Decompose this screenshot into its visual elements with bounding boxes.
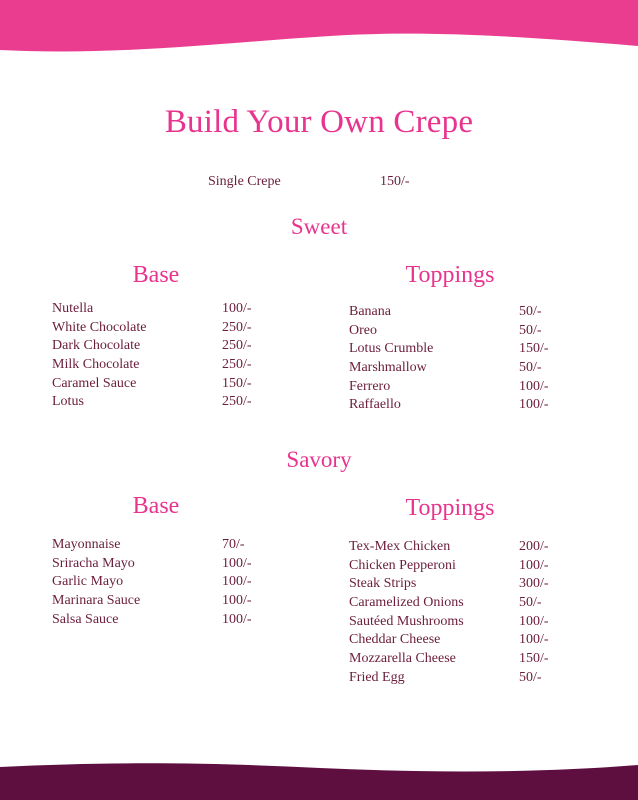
item-price: 100/- xyxy=(222,301,252,316)
item-name: Caramel Sauce xyxy=(52,375,137,391)
top-wave-decoration xyxy=(0,0,638,60)
item-name: Raffaello xyxy=(349,397,401,413)
sweet-base-title: Base xyxy=(132,262,180,288)
savory-base-title: Base xyxy=(132,493,180,519)
item-price: 100/- xyxy=(222,611,252,627)
item-name: Mozzarella Cheese xyxy=(349,651,456,667)
item-name: Tex-Mex Chicken xyxy=(349,539,451,554)
item-name: Cheddar Cheese xyxy=(349,632,441,648)
item-price: 50/- xyxy=(519,669,542,685)
item-price: 50/- xyxy=(519,360,542,376)
item-name: Dark Chocolate xyxy=(52,338,141,354)
item-price: 150/- xyxy=(519,651,549,667)
item-price: 200/- xyxy=(519,539,549,554)
item-name: Caramelized Onions xyxy=(349,595,464,611)
item-price: 250/- xyxy=(222,319,252,335)
item-name: Marinara Sauce xyxy=(52,593,141,609)
bottom-wave-decoration xyxy=(0,755,638,800)
item-name: Fried Egg xyxy=(349,669,405,685)
item-price: 150/- xyxy=(222,375,252,391)
item-name: Salsa Sauce xyxy=(52,611,119,627)
item-price: 100/- xyxy=(222,593,252,609)
item-price: 100/- xyxy=(222,574,252,590)
item-price: 250/- xyxy=(222,394,252,410)
item-price: 150/- xyxy=(519,341,549,357)
item-name: Ferrero xyxy=(349,378,391,394)
item-price: 100/- xyxy=(222,555,252,571)
item-name: Lotus Crumble xyxy=(349,341,434,357)
savory-section-title: Savory xyxy=(286,447,352,472)
item-name: Steak Strips xyxy=(349,576,417,592)
item-name: Mayonnaise xyxy=(52,537,121,552)
item-name: Lotus xyxy=(52,394,84,410)
item-name: Sautéed Mushrooms xyxy=(349,613,464,629)
sweet-section-title: Sweet xyxy=(290,214,348,239)
item-price: 70/- xyxy=(222,537,245,552)
item-name: Milk Chocolate xyxy=(52,357,140,373)
item-name: Marshmallow xyxy=(349,360,427,376)
item-price: 100/- xyxy=(519,397,549,413)
item-name: Garlic Mayo xyxy=(52,574,124,590)
item-name: Sriracha Mayo xyxy=(52,555,135,571)
item-name: Nutella xyxy=(52,301,94,316)
item-price: 300/- xyxy=(519,576,549,592)
item-name: White Chocolate xyxy=(52,319,147,335)
single-crepe-price: 150/- xyxy=(380,174,410,189)
item-price: 50/- xyxy=(519,322,542,338)
page-title: Build Your Own Crepe xyxy=(164,104,474,140)
item-name: Banana xyxy=(349,304,391,319)
item-name: Chicken Pepperoni xyxy=(349,557,456,573)
item-price: 100/- xyxy=(519,632,549,648)
single-crepe-label: Single Crepe xyxy=(208,174,281,189)
item-price: 250/- xyxy=(222,338,252,354)
item-price: 50/- xyxy=(519,595,542,611)
item-price: 100/- xyxy=(519,557,549,573)
sweet-toppings-title: Toppings xyxy=(405,262,495,288)
item-price: 50/- xyxy=(519,304,542,319)
savory-toppings-title: Toppings xyxy=(405,495,495,521)
item-price: 100/- xyxy=(519,378,549,394)
item-price: 100/- xyxy=(519,613,549,629)
item-price: 250/- xyxy=(222,357,252,373)
item-name: Oreo xyxy=(349,322,377,338)
